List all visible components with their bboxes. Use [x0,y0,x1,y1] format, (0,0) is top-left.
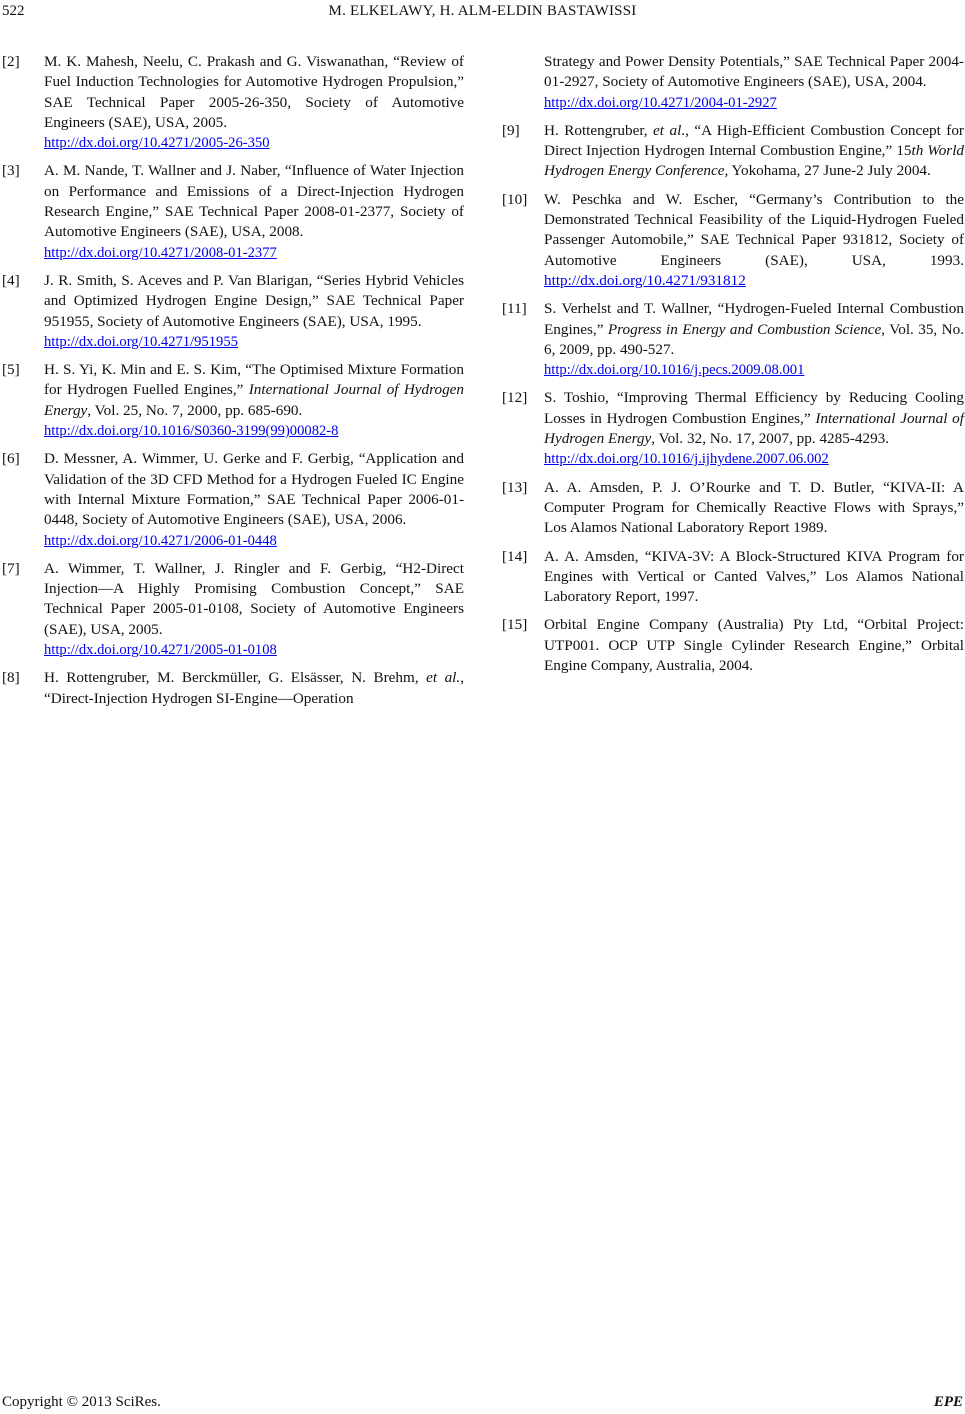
doi-link[interactable]: http://dx.doi.org/10.4271/2005-01-0108 [44,642,277,659]
reference-number: [6] [2,450,20,468]
reference-text: Orbital Engine Company (Australia) Pty Ltd, “Orbital Project: UTP001. OCP UTP Single Cylinder Research Engine,” Orbital Engine Company, Australia, 2004. [544,616,964,675]
reference-item [502,388,964,469]
reference-text: , “Direct-Injection Hydrogen SI-Engine—Operation [44,669,464,707]
reference-text: , Yokohama, 27 June-2 July 2004. [724,162,931,180]
reference-number: [9] [502,121,520,139]
doi-link[interactable]: http://dx.doi.org/10.4271/2008-01-2377 [44,244,277,261]
copyright-notice: Copyright © 2013 SciRes. [2,1394,161,1410]
reference-number: [7] [2,559,20,577]
journal-title: Progress in Energy and Combustion Science [607,320,882,338]
reference-number: [14] [502,547,528,565]
doi-link[interactable]: http://dx.doi.org/10.4271/2005-26-350 [44,135,270,152]
doi-link[interactable]: http://dx.doi.org/10.1016/j.ijhydene.2007.06.002 [544,451,829,468]
reference-item [502,121,964,182]
doi-link[interactable]: http://dx.doi.org/10.1016/S0360-3199(99)00082-8 [44,423,339,440]
doi-link[interactable]: http://dx.doi.org/10.4271/931812 [544,271,746,289]
reference-item [2,52,464,153]
page-number: 522 [2,3,25,19]
conference-title: th World Hydrogen Energy Conference [544,142,965,180]
reference-number: [5] [2,361,20,379]
reference-text: H. Rottengruber, [544,121,654,139]
doi-link[interactable]: http://dx.doi.org/10.4271/2006-01-0448 [44,532,277,549]
reference-text: H. S. Yi, K. Min and E. S. Kim, “The Optimised Mixture Formation for Hydrogen Fuelled Engines,” [44,361,464,399]
reference-item [502,615,964,676]
reference-text: W. Peschka and W. Escher, “Germany’s Contribution to the Demonstrated Technical Feasibility of the Liquid-Hydrogen Fueled Passenger Automobile,” SAE Technical Paper 931812, Society of Automotive Engineers (SAE), USA, 1993. [544,190,964,269]
reference-continuation [502,52,964,113]
reference-number: [11] [502,300,527,318]
reference-text: H. Rottengruber, M. Berckmüller, G. Elsässer, N. Brehm, [44,669,427,687]
reference-text: A. A. Amsden, “KIVA-3V: A Block-Structured KIVA Program for Engines with Vertical or Canted Valves,” Los Alamos National Laboratory Report, 1997. [544,547,964,606]
reference-item [2,668,464,709]
journal-abbrev: EPE [933,1394,963,1410]
running-head: M. ELKELAWY, H. ALM-ELDIN BASTAWISSI [328,3,637,19]
reference-number: [8] [2,669,20,687]
reference-item [2,271,464,352]
doi-link[interactable]: http://dx.doi.org/10.1016/j.pecs.2009.08.001 [544,362,805,379]
reference-number: [3] [2,162,20,180]
doi-link[interactable]: http://dx.doi.org/10.4271/951955 [44,333,238,350]
reference-item [2,161,464,262]
reference-text: A. Wimmer, T. Wallner, J. Ringler and F. Gerbig, “H2-Direct Injection—A Highly Promising Combustion Concept,” SAE Technical Paper 2005-01-0108, Society of Automotive Engineers (SAE), USA, 2005. [44,559,464,638]
journal-title: International Journal of Hydrogen Energy [44,381,465,419]
et-al: et al. [426,669,461,687]
page-footer [0,1393,965,1413]
et-al: et al [653,121,682,139]
reference-text: Strategy and Power Density Potentials,” SAE Technical Paper 2004-01-2927, Society of Automotive Engineers (SAE), USA, 2004. [544,53,964,91]
reference-text: M. K. Mahesh, Neelu, C. Prakash and G. Viswanathan, “Review of Fuel Induction Technologies for Automotive Hydrogen Propulsion,” SAE Technical Paper 2005-26-350, Society of Automotive Engineers (SAE), USA, 2005. [44,53,464,131]
reference-number: [12] [502,389,528,407]
reference-text: , Vol. 32, No. 17, 2007, pp. 4285-4293. [651,430,890,448]
reference-text: S. Verhelst and T. Wallner, “Hydrogen-Fueled Internal Combustion Engines,” [544,300,964,338]
right-column [502,52,964,684]
reference-text: A. A. Amsden, P. J. O’Rourke and T. D. Butler, “KIVA-II: A Computer Program for Chemically Reactive Flows with Sprays,” Los Alamos National Laboratory Report 1989. [544,478,964,537]
left-column [2,52,464,717]
reference-text: A. M. Nande, T. Wallner and J. Naber, “Influence of Water Injection on Performance and Emissions of a Direct-Injection Hydrogen Research Engine,” SAE Technical Paper 2008-01-2377, Society of Automotive Engineers (SAE), USA, 2008. [44,162,464,241]
reference-item [502,190,964,291]
reference-text: , Vol. 35, No. 6, 2009, pp. 490-527. [544,320,964,358]
reference-number: [4] [2,271,20,289]
journal-title: International Journal of Hydrogen Energy [544,409,964,448]
reference-item [2,449,464,550]
page-header [0,2,965,24]
reference-number: [15] [502,616,528,634]
reference-text: S. Toshio, “Improving Thermal Efficiency by Reducing Cooling Losses in Hydrogen Combustion Engines,” [544,389,964,427]
doi-link[interactable]: http://dx.doi.org/10.4271/2004-01-2927 [544,94,777,111]
reference-item [2,559,464,660]
reference-number: [2] [2,53,20,70]
reference-item [502,299,964,380]
reference-text: J. R. Smith, S. Aceves and P. Van Blarigan, “Series Hybrid Vehicles and Optimized Hydrogen Engine Design,” SAE Technical Paper 951955, Society of Automotive Engineers (SAE), USA, 1995. [44,271,464,330]
reference-item [502,547,964,608]
reference-text: ., “A High-Efficient Combustion Concept for Direct Injection Hydrogen Internal Combustion Engine,” 15 [544,121,964,160]
reference-item [502,478,964,539]
reference-text: , Vol. 25, No. 7, 2000, pp. 685-690. [87,401,303,419]
reference-text: D. Messner, A. Wimmer, U. Gerke and F. Gerbig, “Application and Validation of the 3D CFD Method for a Hydrogen Fueled IC Engine with Internal Mixture Formation,” SAE Technical Paper 2006-01-0448, Society of Automotive Engineers (SAE), USA, 2006. [44,450,464,529]
reference-number: [13] [502,478,528,496]
reference-item [2,360,464,441]
reference-number: [10] [502,190,528,208]
